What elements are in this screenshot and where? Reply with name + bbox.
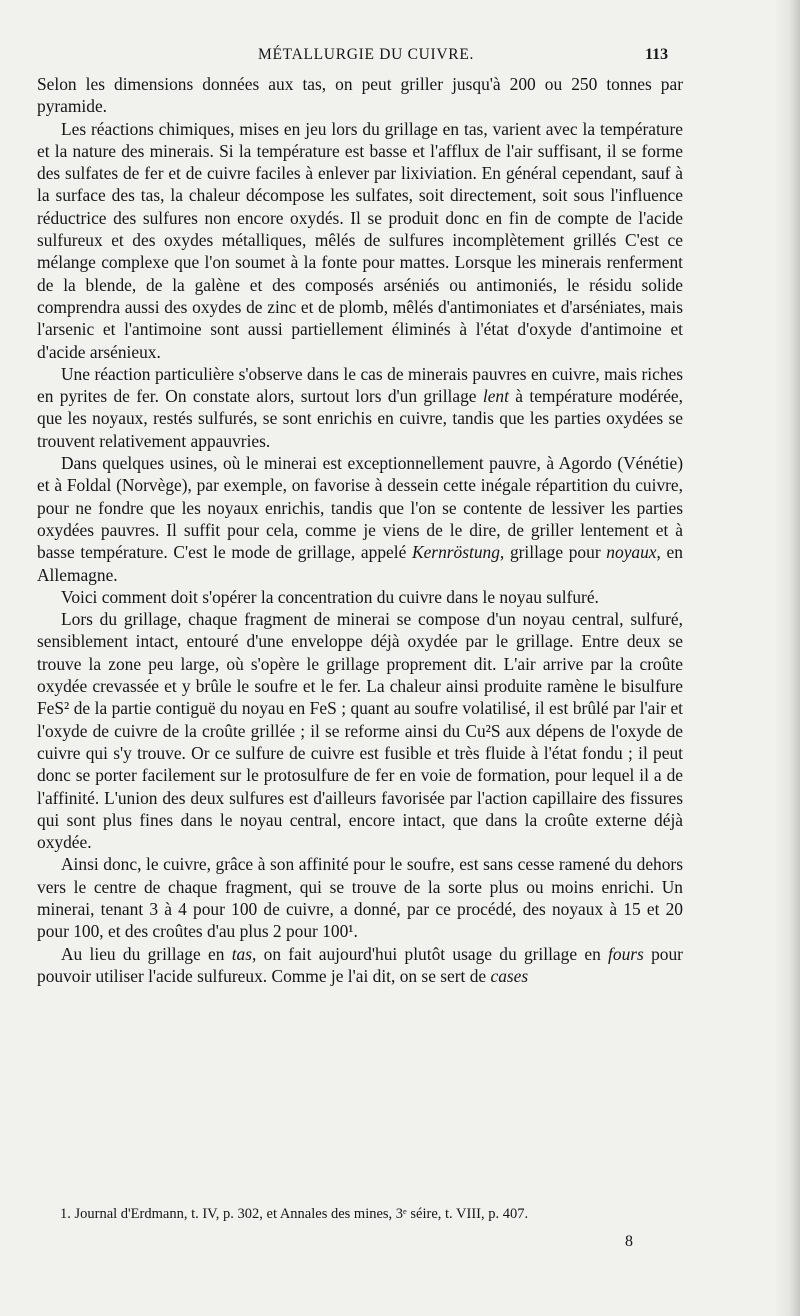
paragraph-8	[37, 943, 683, 988]
paragraph-text: , en Allemagne.	[37, 542, 683, 585]
paragraph-text: Une réaction particulière s'observe dans le cas de minerais pauvres en cuivre, mais riches en pyrites de fer. On constate alors, surtout lors d'un grillage	[37, 363, 683, 407]
paragraph-6	[37, 608, 683, 853]
paragraph-text: à température modérée, que les noyaux, restés sulfurés, se sont enrichis en cuivre, tandis que les parties oxydées se trouvent relativement appauvries.	[37, 386, 683, 451]
paragraph-text: , grillage pour	[499, 542, 607, 563]
paragraph-7	[37, 853, 683, 942]
italic-term: Kernröstung	[411, 542, 500, 563]
paragraph-text: Selon les dimensions données aux tas, on peut griller jusqu'à 200 ou 250 tonnes par pyramide.	[37, 74, 683, 117]
paragraph-text: , on fait aujourd'hui plutôt usage du grillage en	[251, 943, 609, 964]
italic-term: cases	[490, 965, 529, 986]
paragraph-3	[37, 363, 683, 452]
paragraph-4	[37, 452, 683, 586]
italic-term: fours	[608, 943, 644, 964]
paragraph-text: Les réactions chimiques, mises en jeu lors du grillage en tas, varient avec la température et la nature des minerais. Si la température est basse et l'afflux de l'air suffisant, il se forme des sulfates de fer et de cuivre faciles à enlever par lixiviation. En général cependant, sauf à la surface des tas, la chaleur décompose les sulfates, soit directement, soit sous l'influence réductrice des sulfures non encore oxydés. Il se produit donc en fin de compte de l'acide sulfureux et des oxydes métalliques, mêlés de sulfures incomplètement grillés C'est ce mélange complexe que l'on soumet à la fonte pour mattes. Lorsque les minerais renferment de la blende, de la galène et des composés arséniés ou antimoniés, le résidu solide comprendra aussi des oxydes de zinc et de plomb, mêlés d'antimoniates et d'arséniates, mais l'arsenic et l'antimoine sont aussi partiellement éliminés à l'état d'oxyde d'antimoine et d'acide arsénieux.	[37, 118, 683, 362]
signature-mark: 8	[625, 1233, 633, 1250]
paragraph-text: Lors du grillage, chaque fragment de minerai se compose d'un noyau central, sulfuré, sensiblement intact, entouré d'une enveloppe déjà oxydée par le grillage. Entre deux se trouve la zone peu large, où s'opère le grillage proprement dit. L'air arrive par la croûte oxydée crevassée et y brûle le soufre et le fer. La chaleur ainsi produite ramène le bisulfure FeS² de la partie contiguë du noyau en FeS ; quant au soufre volatilisé, il est brûlé par l'air et l'oxyde de cuivre de la croûte grillée ; il se reforme ainsi du Cu²S aux dépens de l'oxyde de cuivre qui s'y trouve. Or ce sulfure de cuivre est fusible et très fluide à l'état fondu ; il peut donc se porter facilement sur le protosulfure de fer en voie de formation, pour lequel il a de l'affinité. L'union des deux sulfures est d'ailleurs favorisée par l'action capillaire des fissures qui sont plus fines dans le noyau central, encore intact, que dans la croûte externe déjà oxydée.	[37, 609, 683, 853]
running-title: MÉTALLURGIE DU CUIVRE.	[258, 46, 475, 63]
paragraph-1	[37, 73, 683, 118]
paragraph-text: Au lieu du grillage en	[61, 943, 232, 964]
body-text	[37, 73, 683, 987]
footnote: 1. Journal d'Erdmann, t. IV, p. 302, et Annales des mines, 3ᵉ séire, t. VIII, p. 407.	[60, 1206, 529, 1222]
italic-term: noyaux	[606, 542, 657, 563]
italic-term: tas	[231, 943, 252, 964]
paragraph-text: Voici comment doit s'opérer la concentration du cuivre dans le noyau sulfuré.	[61, 586, 599, 607]
paragraph-text: pour pouvoir utiliser l'acide sulfureux. Comme je l'ai dit, on se sert de	[37, 943, 683, 986]
paragraph-2	[37, 118, 683, 363]
page-number: 113	[645, 46, 669, 63]
binding-shadow	[774, 0, 800, 1316]
paragraph-text: Ainsi donc, le cuivre, grâce à son affinité pour le soufre, est sans cesse ramené du dehors vers le centre de chaque fragment, qui se trouve de la sorte plus ou moins enrichi. Un minerai, tenant 3 à 4 pour 100 de cuivre, a donné, par ce procédé, des noyaux à 15 et 20 pour 100, et des croûtes d'au plus 2 pour 100¹.	[37, 854, 683, 942]
running-head	[0, 46, 800, 68]
paragraph-5	[37, 586, 683, 608]
italic-term: lent	[482, 386, 509, 407]
paragraph-text: Dans quelques usines, où le minerai est exceptionnellement pauvre, à Agordo (Vénétie) et à Foldal (Norvège), par exemple, on favorise à dessein cette inégale répartition du cuivre, pour ne fondre que les noyaux enrichis, tandis que l'on se contente de lessiver les parties oxydées pauvres. Il suffit pour cela, comme je viens de le dire, de griller lentement et à basse température. C'est le mode de grillage, appelé	[37, 453, 683, 563]
